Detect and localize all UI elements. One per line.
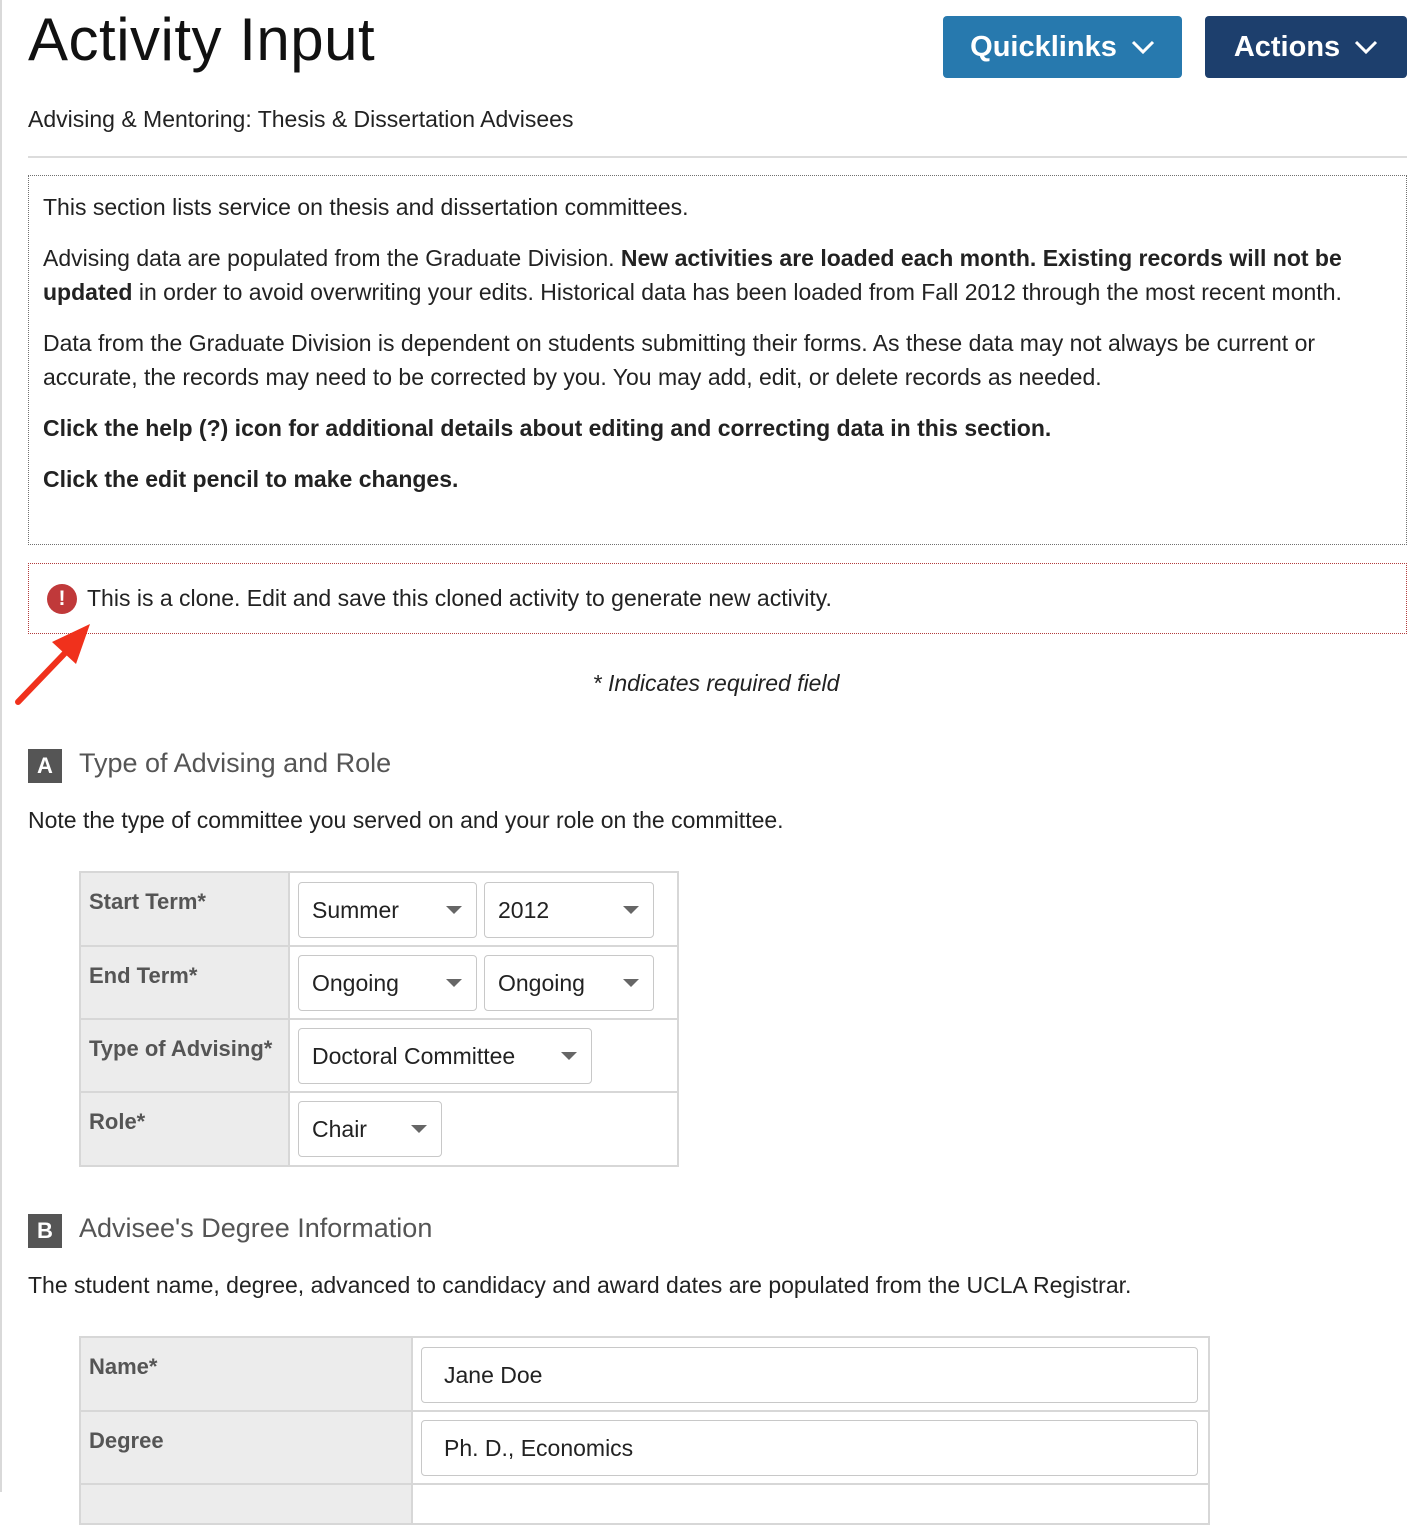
section-b-badge: B: [28, 1214, 62, 1248]
alert-icon: !: [47, 584, 77, 614]
caret-down-icon: [623, 979, 639, 987]
quicklinks-button[interactable]: [943, 16, 1182, 78]
next-row-label: [80, 1484, 412, 1524]
info-paragraph: [43, 241, 1392, 309]
advising-type-label: Type of Advising*: [80, 1019, 289, 1092]
advising-type-select[interactable]: [298, 1028, 592, 1084]
required-field-note: * Indicates required field: [592, 670, 840, 696]
select-value: Ongoing: [312, 969, 399, 996]
name-value: Jane Doe: [444, 1361, 543, 1388]
start-term-season-select[interactable]: [298, 882, 477, 938]
degree-value: Ph. D., Economics: [444, 1434, 634, 1461]
quicklinks-label: Quicklinks: [970, 30, 1117, 63]
caret-down-icon: [446, 979, 462, 987]
end-term-year-select[interactable]: [484, 955, 654, 1011]
section-a-badge: A: [28, 749, 62, 783]
chevron-down-icon: [1354, 39, 1378, 55]
info-paragraph: [43, 411, 1392, 445]
start-term-cell: [289, 872, 678, 946]
edit-instruction: Click the edit pencil to make changes.: [43, 466, 459, 492]
role-label: Role*: [80, 1092, 289, 1166]
page-title: Activity Input: [28, 6, 376, 73]
end-term-cell: [289, 946, 678, 1019]
next-row-cell: [412, 1484, 1209, 1524]
name-cell: [412, 1337, 1209, 1411]
degree-label: Degree: [80, 1411, 412, 1484]
role-cell: [289, 1092, 678, 1166]
select-value: Summer: [312, 896, 399, 923]
info-box: [28, 175, 1407, 545]
clone-notice: [28, 563, 1407, 634]
section-b-description: The student name, degree, advanced to candidacy and award dates are populated from the UCLA Registrar.: [28, 1272, 1132, 1298]
advising-role-table: [79, 871, 679, 1167]
role-select[interactable]: [298, 1101, 442, 1157]
name-field[interactable]: [421, 1347, 1198, 1403]
caret-down-icon: [411, 1125, 427, 1133]
name-label: Name*: [80, 1337, 412, 1411]
select-value: Chair: [312, 1115, 367, 1142]
select-value: Doctoral Committee: [312, 1042, 516, 1069]
chevron-down-icon: [1131, 39, 1155, 55]
left-border: [0, 0, 2, 1492]
page-subtitle: Advising & Mentoring: Thesis & Dissertation Advisees: [28, 106, 574, 132]
info-paragraph: [43, 462, 1392, 496]
info-text: Advising data are populated from the Graduate Division.: [43, 245, 621, 271]
end-term-season-select[interactable]: [298, 955, 477, 1011]
help-instruction: Click the help (?) icon for additional details about editing and correcting data in this section.: [43, 415, 1052, 441]
degree-info-table: [79, 1336, 1210, 1525]
divider: [28, 156, 1407, 158]
start-term-year-select[interactable]: [484, 882, 654, 938]
section-a-title: Type of Advising and Role: [79, 748, 392, 778]
advising-type-cell: [289, 1019, 678, 1092]
section-b-title: Advisee's Degree Information: [79, 1213, 433, 1243]
caret-down-icon: [561, 1052, 577, 1060]
end-term-label: End Term*: [80, 946, 289, 1019]
info-paragraph: Data from the Graduate Division is dependent on students submitting their forms. As these data may not always be current or accurate, the records may need to be corrected by you. You may add, edit, or delete records as needed.: [43, 330, 1316, 390]
actions-button[interactable]: [1205, 16, 1407, 78]
caret-down-icon: [446, 906, 462, 914]
info-paragraph: This section lists service on thesis and dissertation committees.: [43, 194, 689, 220]
actions-label: Actions: [1233, 30, 1341, 63]
degree-field[interactable]: [421, 1420, 1198, 1476]
degree-cell: [412, 1411, 1209, 1484]
select-value: Ongoing: [498, 969, 585, 996]
info-bold-text: New activities are loaded each month. Existing records will not be updated: [43, 245, 1342, 305]
select-value: 2012: [498, 896, 550, 923]
section-a-description: Note the type of committee you served on and your role on the committee.: [28, 807, 784, 833]
start-term-label: Start Term*: [80, 872, 289, 946]
info-text: in order to avoid overwriting your edits. Historical data has been loaded from Fall 2012 through the most recent month.: [132, 279, 1342, 305]
caret-down-icon: [623, 906, 639, 914]
clone-notice-text: This is a clone. Edit and save this cloned activity to generate new activity.: [87, 585, 832, 611]
